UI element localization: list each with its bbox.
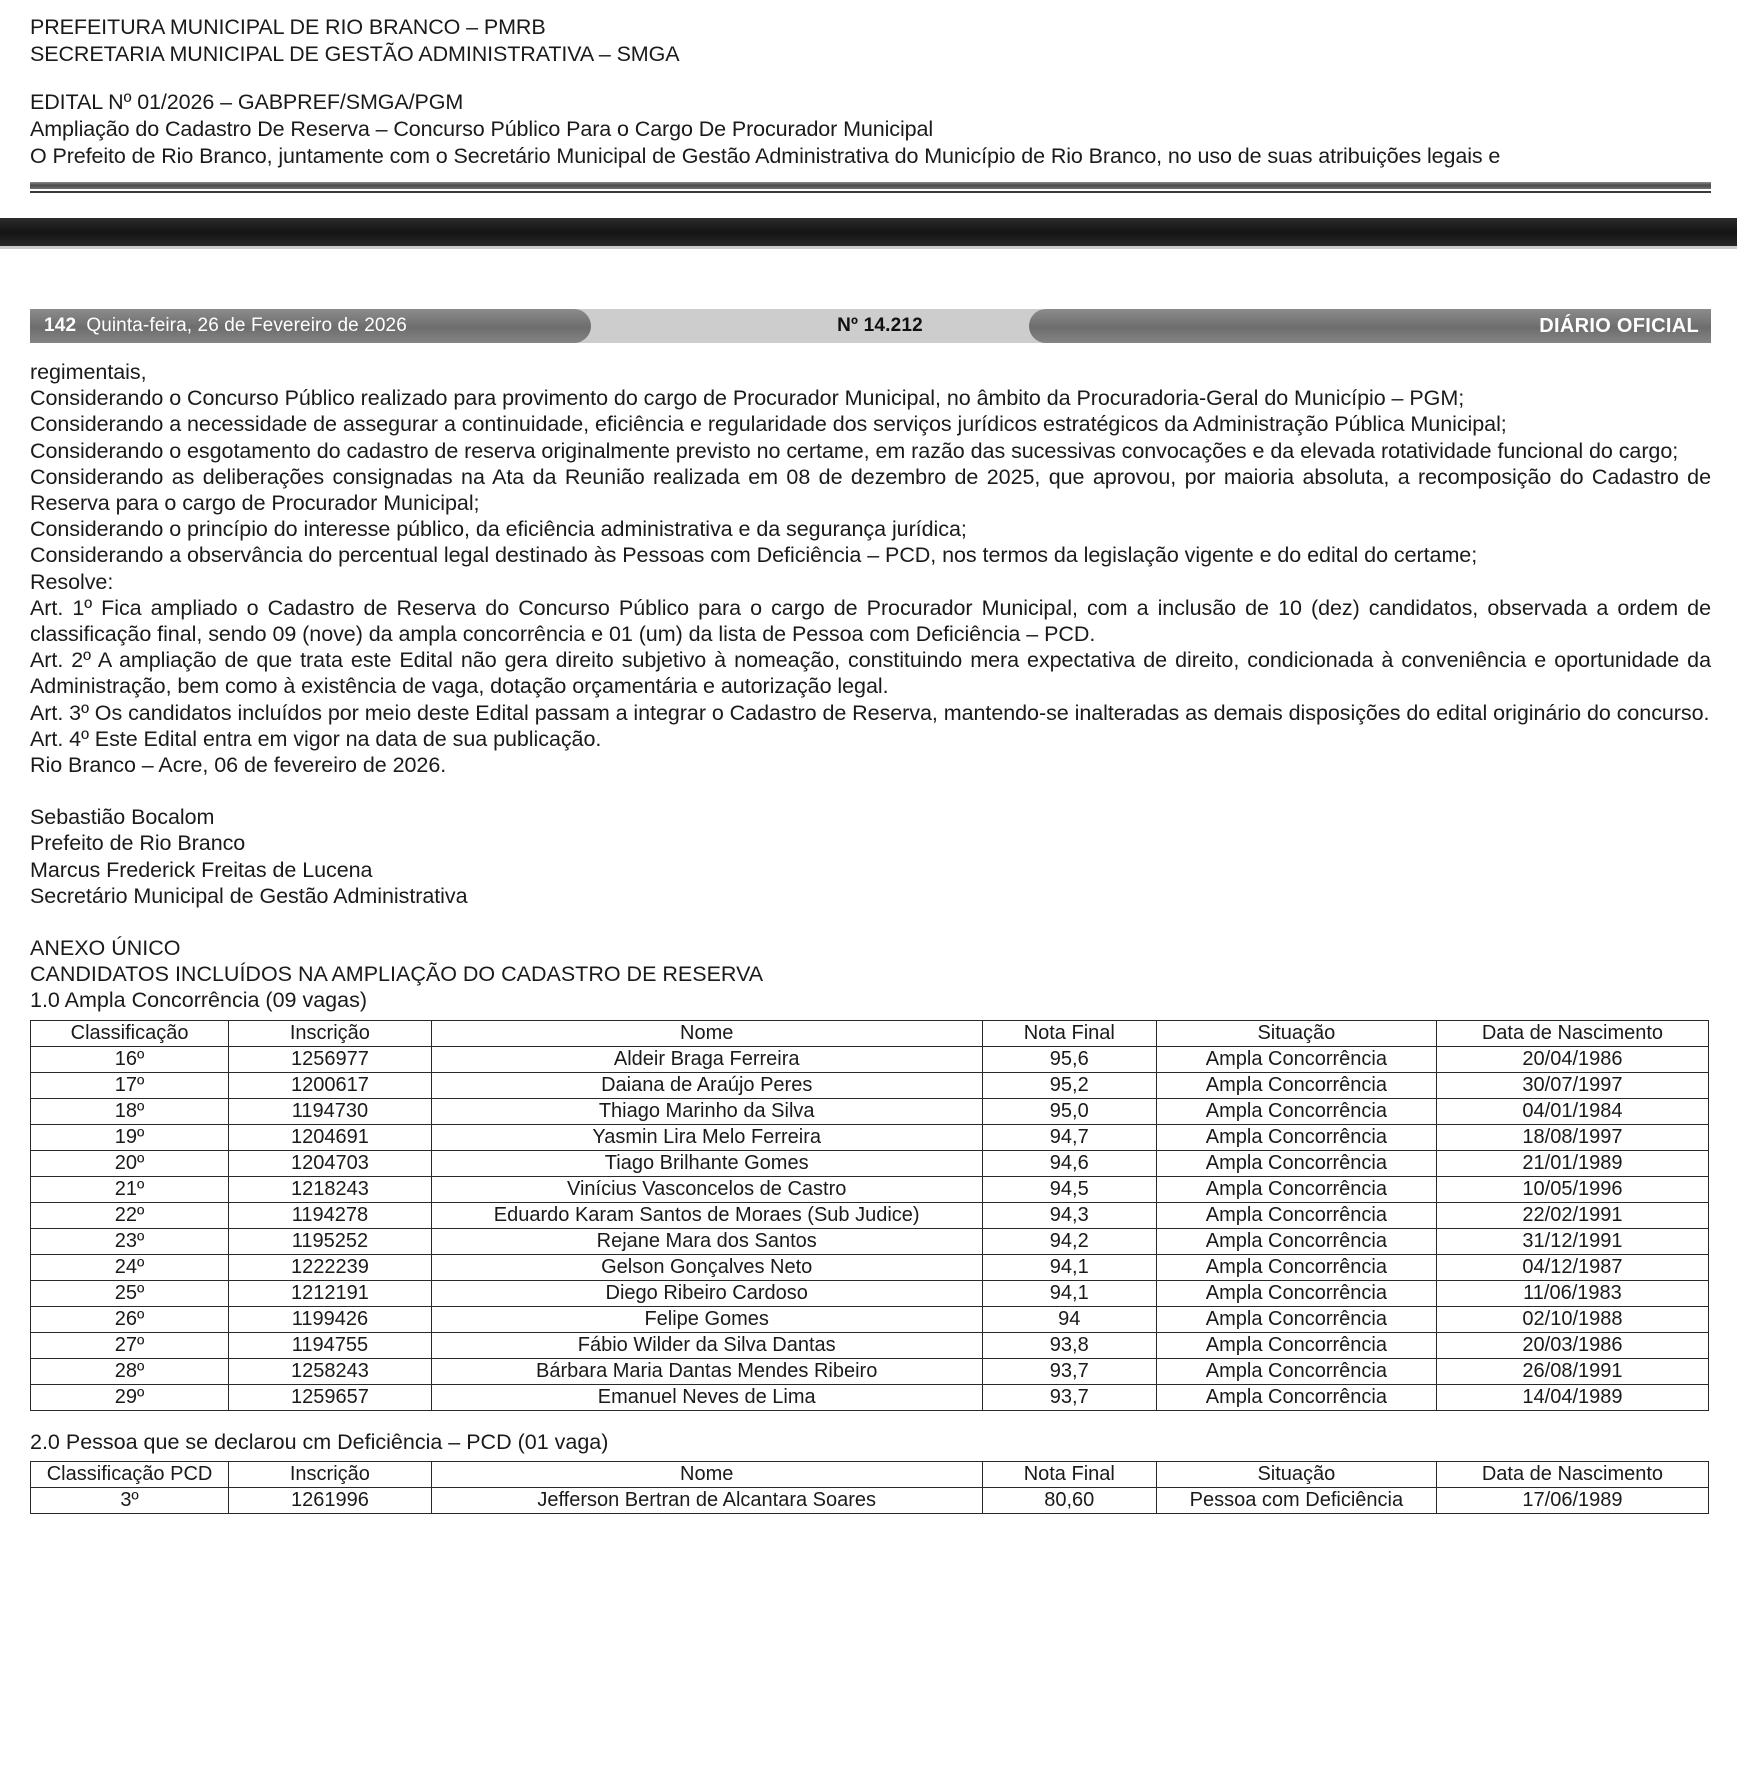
cell-situacao: Ampla Concorrência <box>1156 1072 1436 1098</box>
table-header-row <box>31 1020 1709 1046</box>
cell-situacao: Pessoa com Deficiência <box>1156 1487 1436 1513</box>
cell-data-nascimento: 14/04/1989 <box>1436 1384 1708 1410</box>
masthead-left-pill <box>30 309 591 343</box>
cell-classificacao: 24º <box>31 1254 229 1280</box>
col-header-data-nascimento: Data de Nascimento <box>1436 1461 1708 1487</box>
cell-situacao: Ampla Concorrência <box>1156 1176 1436 1202</box>
paragraph-resolve: Resolve: <box>30 569 114 594</box>
table-row <box>31 1150 1709 1176</box>
cell-classificacao: 3º <box>31 1487 229 1513</box>
cell-situacao: Ampla Concorrência <box>1156 1124 1436 1150</box>
cell-inscricao: 1195252 <box>229 1228 432 1254</box>
cell-situacao: Ampla Concorrência <box>1156 1098 1436 1124</box>
cell-data-nascimento: 20/04/1986 <box>1436 1046 1708 1072</box>
cell-nome: Vinícius Vasconcelos de Castro <box>431 1176 982 1202</box>
cell-nota-final: 80,60 <box>982 1487 1156 1513</box>
paragraph-regimentais: regimentais, <box>30 360 147 384</box>
article-4: Art. 4º Este Edital entra em vigor na data de sua publicação. <box>30 726 602 751</box>
paragraph-considerando-1: Considerando o Concurso Público realizado para provimento do cargo de Procurador Municipal, no âmbito da Procuradoria-Geral do Município – PGM; <box>30 386 1465 411</box>
spacer <box>30 909 1711 935</box>
table-row <box>31 1046 1709 1072</box>
rule-thick <box>30 182 1711 189</box>
col-header-nome: Nome <box>431 1461 982 1487</box>
col-header-classificacao-pcd: Classificação PCD <box>31 1461 229 1487</box>
cell-situacao: Ampla Concorrência <box>1156 1358 1436 1384</box>
cell-situacao: Ampla Concorrência <box>1156 1254 1436 1280</box>
table-row <box>31 1098 1709 1124</box>
cell-inscricao: 1194278 <box>229 1202 432 1228</box>
col-header-nota-final: Nota Final <box>982 1020 1156 1046</box>
cell-inscricao: 1258243 <box>229 1358 432 1384</box>
signature-secretary-role: Secretário Municipal de Gestão Administrativa <box>30 883 468 908</box>
cell-classificacao: 23º <box>31 1228 229 1254</box>
cell-data-nascimento: 17/06/1989 <box>1436 1487 1708 1513</box>
cell-situacao: Ampla Concorrência <box>1156 1202 1436 1228</box>
cell-classificacao: 27º <box>31 1332 229 1358</box>
cell-classificacao: 20º <box>31 1150 229 1176</box>
cell-data-nascimento: 22/02/1991 <box>1436 1202 1708 1228</box>
col-header-classificacao: Classificação <box>31 1020 229 1046</box>
signature-mayor-role: Prefeito de Rio Branco <box>30 831 246 856</box>
table-row <box>31 1254 1709 1280</box>
cell-data-nascimento: 26/08/1991 <box>1436 1358 1708 1384</box>
masthead-banner <box>0 309 1737 343</box>
cell-classificacao: 28º <box>31 1358 229 1384</box>
edital-preamble-line: O Prefeito de Rio Branco, juntamente com o Secretário Municipal de Gestão Administrativa do Município de Rio Branco, no uso de suas atribuições legais e <box>30 144 1501 168</box>
annex-section-1-label: 1.0 Ampla Concorrência (09 vagas) <box>30 988 368 1013</box>
cell-nota-final: 94,3 <box>982 1202 1156 1228</box>
table-header-row <box>31 1461 1709 1487</box>
signature-secretary-name: Marcus Frederick Freitas de Lucena <box>30 857 373 882</box>
spacer <box>30 68 1707 89</box>
cell-nota-final: 94,1 <box>982 1280 1156 1306</box>
edition-number: Nº 14.212 <box>837 315 923 336</box>
cell-data-nascimento: 18/08/1997 <box>1436 1124 1708 1150</box>
cell-nome: Jefferson Bertran de Alcantara Soares <box>431 1487 982 1513</box>
masthead-right-pill <box>1029 309 1711 343</box>
table-row <box>31 1280 1709 1306</box>
table-row <box>31 1228 1709 1254</box>
cell-nome: Aldeir Braga Ferreira <box>431 1046 982 1072</box>
cell-inscricao: 1204691 <box>229 1124 432 1150</box>
cell-nota-final: 93,8 <box>982 1332 1156 1358</box>
cell-inscricao: 1218243 <box>229 1176 432 1202</box>
org-line-secretaria: SECRETARIA MUNICIPAL DE GESTÃO ADMINISTRATIVA – SMGA <box>30 42 680 66</box>
cell-situacao: Ampla Concorrência <box>1156 1306 1436 1332</box>
cell-classificacao: 17º <box>31 1072 229 1098</box>
paragraph-considerando-2: Considerando a necessidade de assegurar a continuidade, eficiência e regularidade dos serviços jurídicos estratégicos da Administração Pública Municipal; <box>30 412 1507 437</box>
cell-nome: Yasmin Lira Melo Ferreira <box>431 1124 982 1150</box>
col-header-nome: Nome <box>431 1020 982 1046</box>
previous-page-fragment <box>0 0 1737 170</box>
spacer <box>30 778 1711 804</box>
rule-thin <box>30 191 1711 193</box>
cell-inscricao: 1200617 <box>229 1072 432 1098</box>
paragraph-considerando-3: Considerando o esgotamento do cadastro de reserva originalmente previsto no certame, em razão das sucessivas convocações e da elevada rotatividade funcional do cargo; <box>30 438 1679 463</box>
article-3: Art. 3º Os candidatos incluídos por meio deste Edital passam a integrar o Cadastro de Reserva, mantendo-se inalteradas as demais disposições do edital originário do concurso. <box>30 700 1710 725</box>
org-line-prefeitura: PREFEITURA MUNICIPAL DE RIO BRANCO – PMRB <box>30 15 546 39</box>
cell-nome: Diego Ribeiro Cardoso <box>431 1280 982 1306</box>
paragraph-considerando-6: Considerando a observância do percentual legal destinado às Pessoas com Deficiência – PCD, nos termos da legislação vigente e do edital do certame; <box>30 543 1478 568</box>
cell-classificacao: 25º <box>31 1280 229 1306</box>
edital-subject-line: Ampliação do Cadastro De Reserva – Concurso Público Para o Cargo De Procurador Municipal <box>30 117 934 141</box>
table-row <box>31 1487 1709 1513</box>
cell-classificacao: 16º <box>31 1046 229 1072</box>
cell-nota-final: 95,0 <box>982 1098 1156 1124</box>
place-and-date: Rio Branco – Acre, 06 de fevereiro de 2026. <box>30 753 447 778</box>
cell-inscricao: 1259657 <box>229 1384 432 1410</box>
cell-data-nascimento: 11/06/1983 <box>1436 1280 1708 1306</box>
table-row <box>31 1306 1709 1332</box>
publication-date: Quinta-feira, 26 de Fevereiro de 2026 <box>86 315 407 336</box>
cell-inscricao: 1194730 <box>229 1098 432 1124</box>
cell-nota-final: 95,2 <box>982 1072 1156 1098</box>
cell-nome: Gelson Gonçalves Neto <box>431 1254 982 1280</box>
cell-nome: Rejane Mara dos Santos <box>431 1228 982 1254</box>
cell-data-nascimento: 02/10/1988 <box>1436 1306 1708 1332</box>
cell-data-nascimento: 20/03/1986 <box>1436 1332 1708 1358</box>
cell-nome: Emanuel Neves de Lima <box>431 1384 982 1410</box>
cell-nota-final: 94 <box>982 1306 1156 1332</box>
cell-classificacao: 22º <box>31 1202 229 1228</box>
cell-situacao: Ampla Concorrência <box>1156 1046 1436 1072</box>
table-row <box>31 1384 1709 1410</box>
cell-inscricao: 1204703 <box>229 1150 432 1176</box>
cell-classificacao: 19º <box>31 1124 229 1150</box>
table-row <box>31 1176 1709 1202</box>
cell-data-nascimento: 31/12/1991 <box>1436 1228 1708 1254</box>
cell-classificacao: 18º <box>31 1098 229 1124</box>
cell-inscricao: 1261996 <box>229 1487 432 1513</box>
cell-nome: Eduardo Karam Santos de Moraes (Sub Judice) <box>431 1202 982 1228</box>
table-row <box>31 1358 1709 1384</box>
cell-nota-final: 94,1 <box>982 1254 1156 1280</box>
cell-nota-final: 93,7 <box>982 1384 1156 1410</box>
edital-number-line: EDITAL Nº 01/2026 – GABPREF/SMGA/PGM <box>30 90 464 114</box>
col-header-situacao: Situação <box>1156 1461 1436 1487</box>
cell-nome: Thiago Marinho da Silva <box>431 1098 982 1124</box>
cell-nome: Daiana de Araújo Peres <box>431 1072 982 1098</box>
annex-section-2-label: 2.0 Pessoa que se declarou cm Deficiência – PCD (01 vaga) <box>30 1429 609 1454</box>
cell-classificacao: 21º <box>31 1176 229 1202</box>
cell-inscricao: 1194755 <box>229 1332 432 1358</box>
page-number: 142 <box>44 315 77 336</box>
cell-nota-final: 93,7 <box>982 1358 1156 1384</box>
annex-title: ANEXO ÚNICO <box>30 936 181 961</box>
col-header-inscricao: Inscrição <box>229 1461 432 1487</box>
spacer <box>30 1411 1711 1429</box>
col-header-situacao: Situação <box>1156 1020 1436 1046</box>
cell-data-nascimento: 10/05/1996 <box>1436 1176 1708 1202</box>
cell-nome: Tiago Brilhante Gomes <box>431 1150 982 1176</box>
table-row <box>31 1124 1709 1150</box>
cell-inscricao: 1222239 <box>229 1254 432 1280</box>
paragraph-considerando-4: Considerando as deliberações consignadas na Ata da Reunião realizada em 08 de dezembro de 2025, que aprovou, por maioria absoluta, a recomposição do Cadastro de Reserva para o cargo de Procurador Municipal; <box>30 464 1711 516</box>
signature-mayor-name: Sebastião Bocalom <box>30 805 215 830</box>
col-header-data-nascimento: Data de Nascimento <box>1436 1020 1708 1046</box>
cell-data-nascimento: 04/01/1984 <box>1436 1098 1708 1124</box>
cell-nota-final: 94,7 <box>982 1124 1156 1150</box>
cell-data-nascimento: 21/01/1989 <box>1436 1150 1708 1176</box>
cell-situacao: Ampla Concorrência <box>1156 1150 1436 1176</box>
cell-inscricao: 1256977 <box>229 1046 432 1072</box>
article-2: Art. 2º A ampliação de que trata este Edital não gera direito subjetivo à nomeação, constituindo mera expectativa de direito, condicionada à conveniência e oportunidade da Administração, bem como à existência de vaga, dotação orçamentária e autorização legal. <box>30 648 1711 699</box>
page-separator-bar <box>0 218 1737 246</box>
table-row <box>31 1072 1709 1098</box>
col-header-nota-final: Nota Final <box>982 1461 1156 1487</box>
cell-nota-final: 94,2 <box>982 1228 1156 1254</box>
cell-nome: Fábio Wilder da Silva Dantas <box>431 1332 982 1358</box>
paragraph-considerando-5: Considerando o princípio do interesse público, da eficiência administrativa e da segurança jurídica; <box>30 517 967 542</box>
document-body <box>0 343 1737 1514</box>
cell-nome: Felipe Gomes <box>431 1306 982 1332</box>
annex-subtitle: CANDIDATOS INCLUÍDOS NA AMPLIAÇÃO DO CADASTRO DE RESERVA <box>30 962 764 987</box>
cell-situacao: Ampla Concorrência <box>1156 1228 1436 1254</box>
table-row <box>31 1202 1709 1228</box>
cell-classificacao: 29º <box>31 1384 229 1410</box>
article-1: Art. 1º Fica ampliado o Cadastro de Reserva do Concurso Público para o cargo de Procurador Municipal, com a inclusão de 10 (dez) candidatos, observada a ordem de classificação final, sendo 09 (nove) da ampla concorrência e 01 (um) da lista de Pessoa com Deficiência – PCD. <box>30 595 1711 647</box>
cell-situacao: Ampla Concorrência <box>1156 1280 1436 1306</box>
cell-situacao: Ampla Concorrência <box>1156 1332 1436 1358</box>
cell-nota-final: 94,6 <box>982 1150 1156 1176</box>
page-separator-shadow <box>0 246 1737 249</box>
cell-nota-final: 94,5 <box>982 1176 1156 1202</box>
cell-nome: Bárbara Maria Dantas Mendes Ribeiro <box>431 1358 982 1384</box>
table-row <box>31 1332 1709 1358</box>
page-footer-rule <box>0 182 1737 193</box>
cell-classificacao: 26º <box>31 1306 229 1332</box>
table-pcd <box>30 1461 1709 1514</box>
table-ampla-concorrencia <box>30 1020 1709 1411</box>
col-header-inscricao: Inscrição <box>229 1020 432 1046</box>
cell-inscricao: 1212191 <box>229 1280 432 1306</box>
gazette-title: DIÁRIO OFICIAL <box>1539 314 1699 337</box>
masthead-center-strip <box>573 309 1047 343</box>
cell-data-nascimento: 04/12/1987 <box>1436 1254 1708 1280</box>
cell-nota-final: 95,6 <box>982 1046 1156 1072</box>
cell-inscricao: 1199426 <box>229 1306 432 1332</box>
cell-data-nascimento: 30/07/1997 <box>1436 1072 1708 1098</box>
cell-situacao: Ampla Concorrência <box>1156 1384 1436 1410</box>
